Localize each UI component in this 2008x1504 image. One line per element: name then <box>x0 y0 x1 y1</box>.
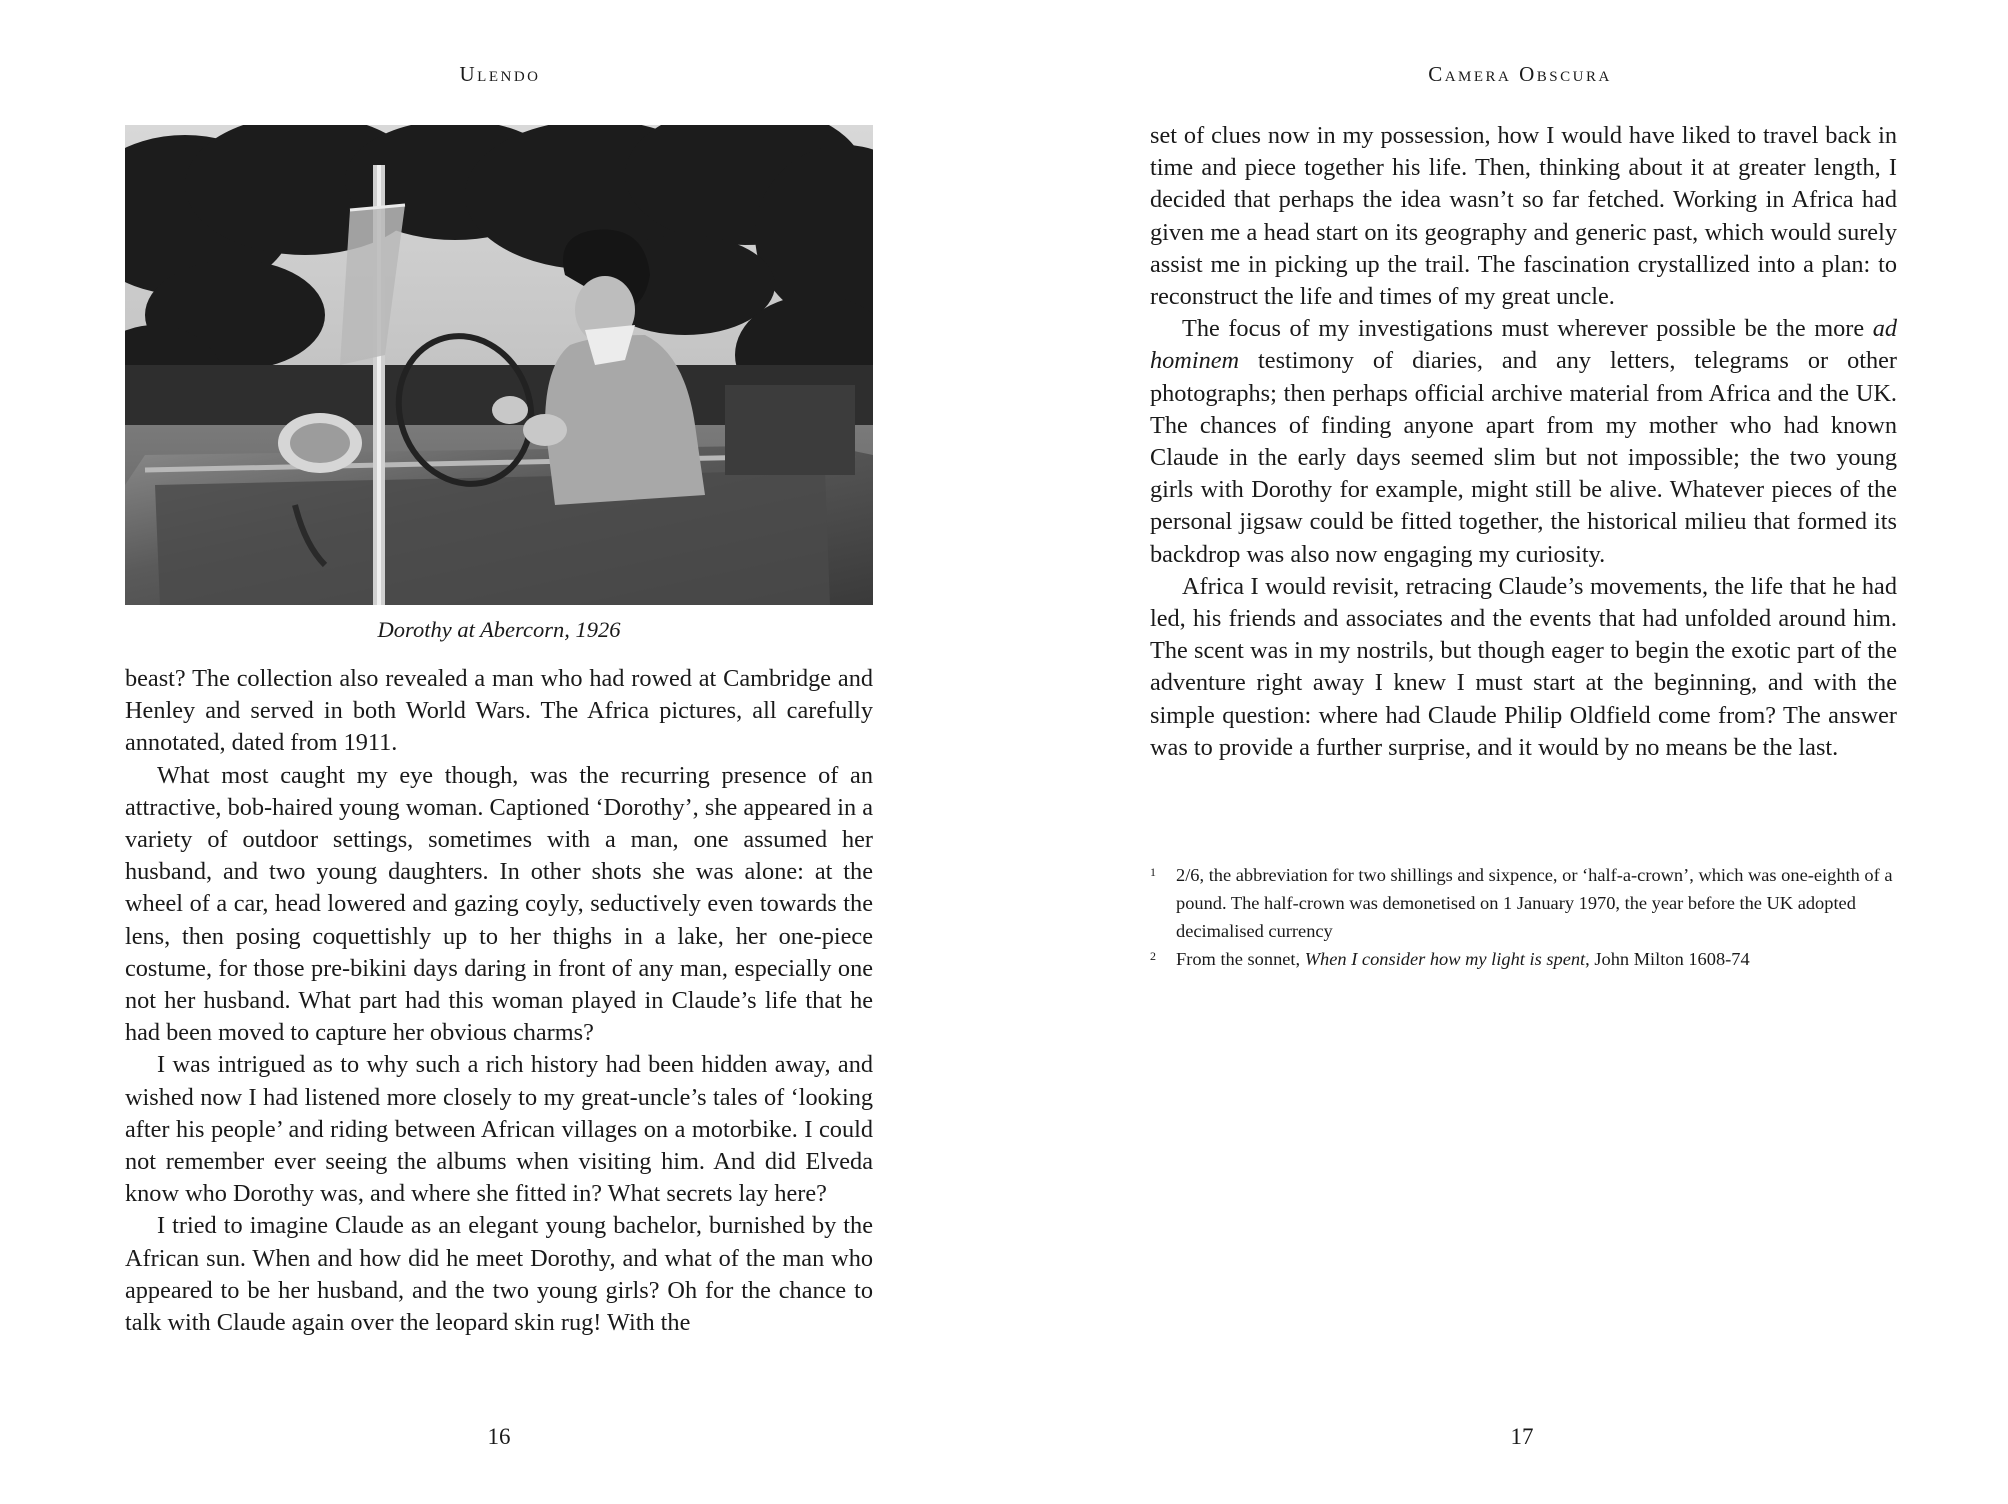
footnote-mark: 1 <box>1150 865 1156 879</box>
paragraph: I tried to imagine Claude as an elegant young bachelor, burnished by the African sun. When and how did he meet Dorothy, and what of the man who appeared to be her husband, and the two young girls? Oh for the chance to talk with Claude again over the leopard skin rug! With the <box>125 1212 873 1337</box>
paragraph: beast? The collection also revealed a man who had rowed at Cambridge and Henley and served in both World Wars. The Africa pictures, all carefully annotated, dated from 1911. <box>125 665 873 757</box>
paragraph: Africa I would revisit, retracing Claude’s movements, the life that he had led, his friends and associates and the events that had unfolded around him. The scent was in my nostrils, but though eager to begin the exotic part of the adventure right away I knew I must start at the beginning, and with the simple question: where had Claude Philip Oldfield come from? The answer was to provide a further surprise, and it would by no means be the last. <box>1150 572 1897 761</box>
page-number: 17 <box>1510 1424 1534 1449</box>
footnote-mark: 2 <box>1150 949 1156 963</box>
photo-dorothy-in-car <box>125 125 873 605</box>
page-number: 16 <box>487 1424 511 1449</box>
paragraph: I was intrigued as to why such a rich history had been hidden away, and wished now I had listened more closely to my great-uncle’s tales of ‘looking after his people’ and riding between African villages on a motorbike. I could not remember ever seeing the albums when visiting him. And did Elveda know who Dorothy was, and where she fitted in? What secrets lay here? <box>125 1051 873 1208</box>
footnote-text: From the sonnet, When I consider how my light is spent, John Milton 1608-74 <box>1176 949 1750 969</box>
footnotes <box>1150 861 1897 973</box>
running-head: Camera Obscura <box>1428 62 1612 86</box>
footnote <box>1150 945 1897 973</box>
photo-image <box>125 125 873 605</box>
footnote-text: 2/6, the abbreviation for two shillings and sixpence, or ‘half-a-crown’, which was one-eighth of a pound. The half-crown was demonetised on 1 January 1970, the year before the UK adopted decimalised currency <box>1176 865 1893 941</box>
right-page <box>1004 0 2008 1504</box>
footnote <box>1150 861 1897 945</box>
paragraph: set of clues now in my possession, how I would have liked to travel back in time and piece together his life. Then, thinking about it at greater length, I decided that perhaps the idea wasn’t so far fetched. Working in Africa had given me a head start on its geography and generic past, which would surely assist me in picking up the trail. The fascination crystallized into a plan: to reconstruct the life and times of my great uncle. <box>1150 122 1897 311</box>
paragraph: The focus of my investigations must wherever possible be the more ad hominem testimony of diaries, and any letters, telegrams or other photographs; then perhaps official archive material from Africa and the UK. The chances of finding anyone apart from my mother who had known Claude in the early days seemed slim but not impossible; the two young girls with Dorothy for example, might still be alive. Whatever pieces of the personal jigsaw could be fitted together, the historical milieu that formed its backdrop was also now engaging my curiosity. <box>1150 315 1897 568</box>
italic-phrase: ad hominem <box>1150 315 1897 375</box>
paragraph: What most caught my eye though, was the recurring presence of an attractive, bob-haired young woman. Captioned ‘Dorothy’, she appeared in a variety of outdoor settings, sometimes with a man, one assumed her husband, and two young daughters. In other shots she was alone: at the wheel of a car, head lowered and gazing coyly, seductively even towards the lens, then posing coquettishly up to her thighs in a lake, her one-piece costume, for those pre-bikini days daring in front of any man, especially one not her husband. What part had this woman played in Claude’s life that he had been moved to capture her obvious charms? <box>125 761 873 1047</box>
sonnet-title: When I consider how my light is spent <box>1304 949 1586 969</box>
figure-caption: Dorothy at Abercorn, 1926 <box>377 617 621 642</box>
running-head: Ulendo <box>459 62 541 86</box>
right-body-text <box>1150 120 1897 764</box>
left-body-text <box>125 663 873 1339</box>
